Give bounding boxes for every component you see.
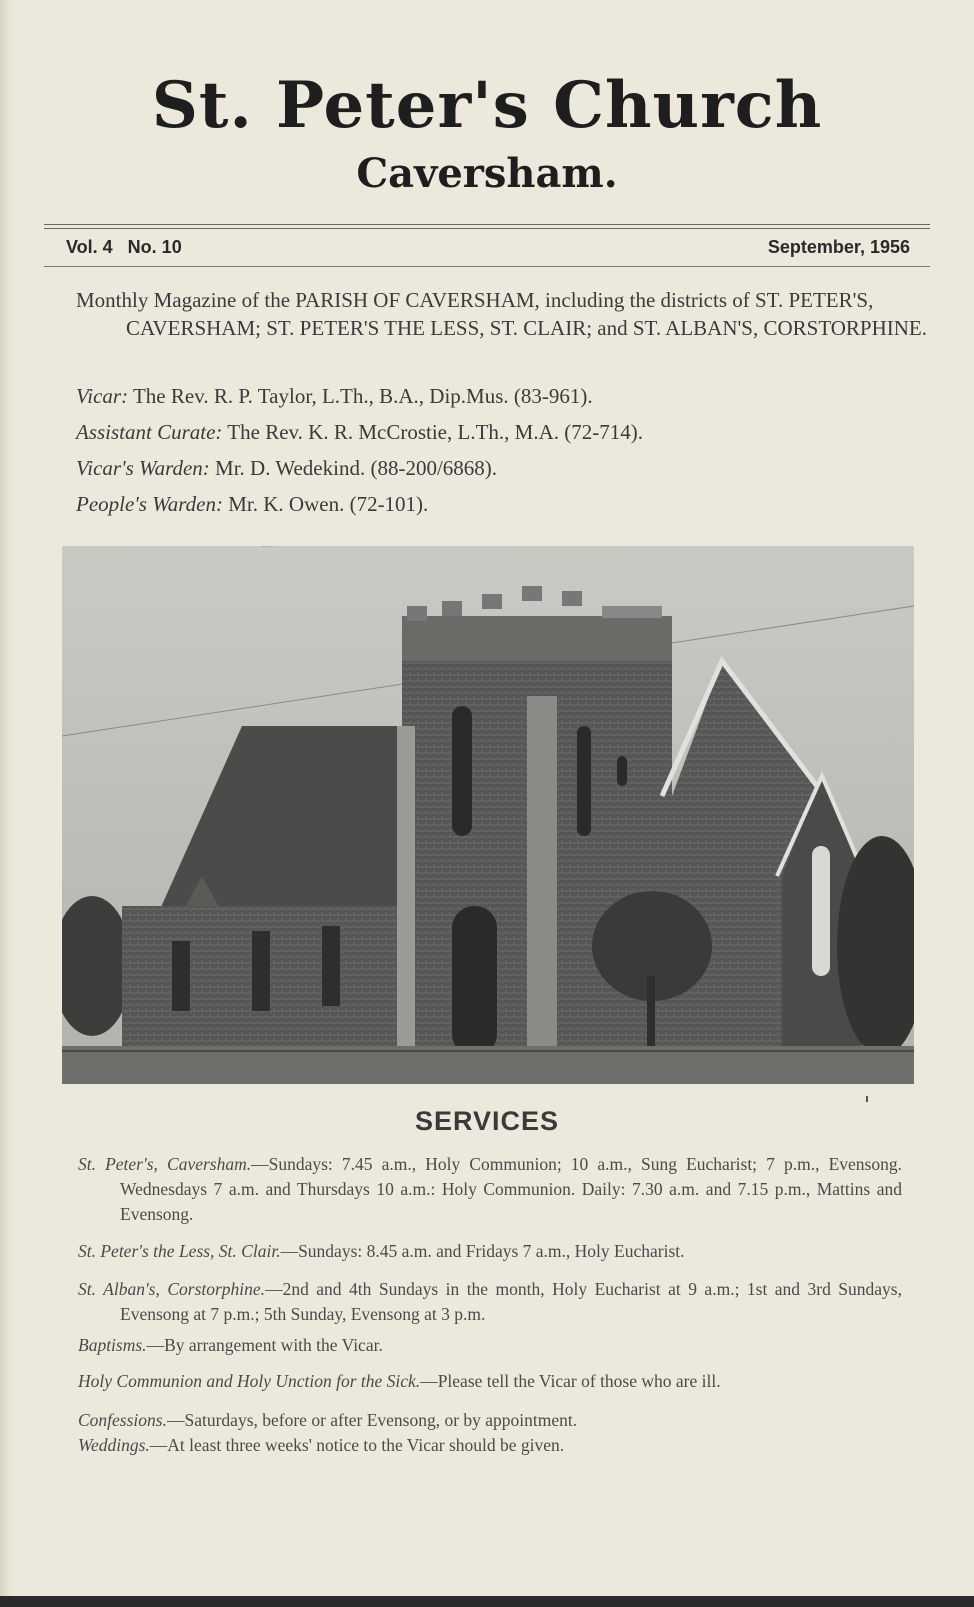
officer-vicar (76, 378, 916, 414)
officer-role: Vicar: (76, 384, 129, 408)
officer-role: Vicar's Warden: (76, 456, 210, 480)
church-illustration (62, 546, 914, 1084)
service-entry (78, 1433, 902, 1458)
issue-rule (44, 266, 930, 267)
service-entry (78, 1333, 902, 1358)
officer-details: The Rev. K. R. McCrostie, L.Th., M.A. (72-714). (222, 420, 643, 444)
services-heading: SERVICES (414, 1106, 560, 1136)
service-lead: Holy Communion and Holy Unction for the Sick. (78, 1371, 421, 1391)
issue-date: September, 1956 (767, 237, 910, 257)
service-text: —Sundays: 7.45 a.m., Holy Communion; 10 a.m., Sung Eucharist; 7 p.m., Evensong. Wednesdays 7 a.m. and Thursdays 10 a.m.: Holy Communion. Daily: 7.30 a.m. and 7.15 p.m., Mattins and Evensong. (120, 1154, 902, 1224)
service-lead: St. Peter's the Less, St. Clair. (78, 1241, 281, 1261)
service-text: —2nd and 4th Sundays in the month, Holy Eucharist at 9 a.m.; 1st and 3rd Sundays, Evensong at 7 p.m.; 5th Sunday, Evensong at 3 p.m. (120, 1279, 902, 1324)
service-entry (78, 1152, 902, 1227)
magazine-description: Monthly Magazine of the PARISH OF CAVERSHAM, including the districts of ST. PETER'S, CAVERSHAM; ST. PETER'S THE LESS, ST. CLAIR; and ST. ALBAN'S, CORSTORPHINE. (76, 288, 928, 340)
service-text: —Please tell the Vicar of those who are ill. (420, 1371, 721, 1391)
officer-role: People's Warden: (76, 492, 223, 516)
masthead (0, 68, 974, 198)
services-list (78, 1152, 902, 1458)
volume-number: Vol. 4 No. 10 (66, 237, 182, 257)
officer-assistant-curate (76, 414, 916, 450)
service-text: —Sundays: 8.45 a.m. and Fridays 7 a.m., Holy Eucharist. (280, 1241, 685, 1261)
service-entry (78, 1369, 902, 1394)
service-entry (78, 1408, 902, 1433)
service-lead: St. Alban's, Corstorphine. (78, 1279, 266, 1299)
officer-peoples-warden (76, 486, 916, 522)
header-rule (44, 224, 930, 229)
service-lead: Baptisms. (78, 1335, 147, 1355)
officer-vicars-warden (76, 450, 916, 486)
officer-role: Assistant Curate: (76, 420, 223, 444)
issue-line (66, 237, 910, 258)
page-binding-edge (0, 0, 16, 1596)
service-entry (78, 1277, 902, 1327)
officer-details: The Rev. R. P. Taylor, L.Th., B.A., Dip.Mus. (83-961). (128, 384, 593, 408)
service-lead: St. Peter's, Caversham. (78, 1154, 252, 1174)
parish-officers (76, 378, 916, 522)
service-text: —Saturdays, before or after Evensong, or by appointment. (166, 1410, 578, 1430)
church-photograph (62, 546, 914, 1084)
service-lead: Weddings. (78, 1435, 150, 1455)
officer-details: Mr. K. Owen. (72-101). (223, 492, 429, 516)
officer-details: Mr. D. Wedekind. (88-200/6868). (209, 456, 498, 480)
print-speck (866, 1096, 868, 1102)
service-entry (78, 1239, 902, 1264)
service-lead: Confessions. (78, 1410, 167, 1430)
service-text: —At least three weeks' notice to the Vicar should be given. (149, 1435, 565, 1455)
church-location: Caversham. (356, 150, 618, 197)
church-title: St. Peter's Church (151, 68, 823, 143)
service-text: —By arrangement with the Vicar. (146, 1335, 383, 1355)
